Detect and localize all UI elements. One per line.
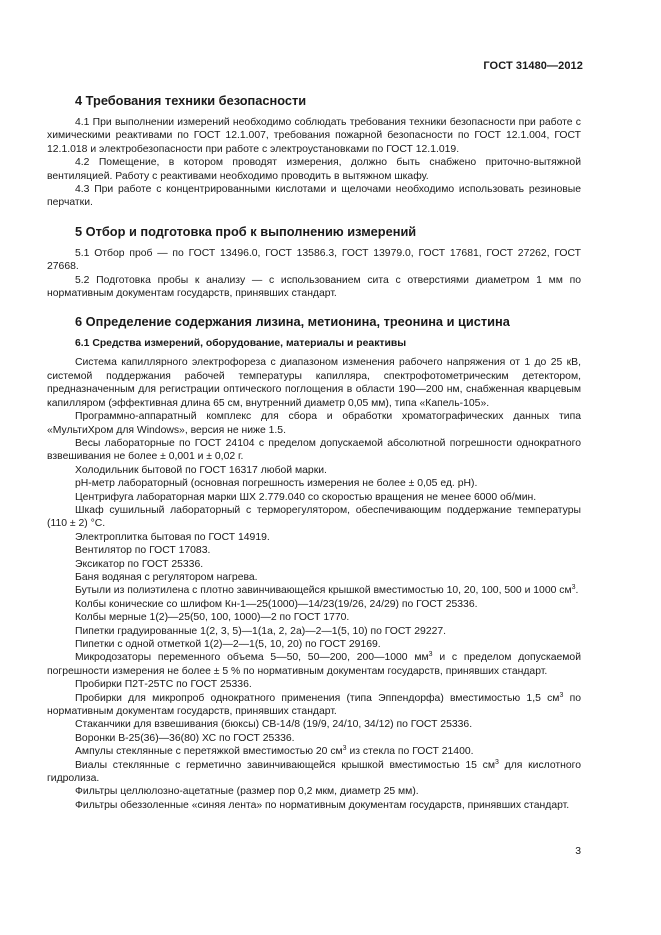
paragraph: 4.2 Помещение, в котором проводят измерения, должно быть снабжено приточно-вытяжной вентиляцией. Работу с реактивами необходимо проводить в вытяжном шкафу.: [47, 157, 581, 182]
paragraph: 5.1 Отбор проб — по ГОСТ 13496.0, ГОСТ 13586.3, ГОСТ 13979.0, ГОСТ 17681, ГОСТ 27262, ГОСТ 27668.: [47, 247, 581, 273]
paragraph: 5.2 Подготовка пробы к анализу — с использованием сита с отверстиями диаметром 1 мм по нормативным документам государств, принявших стандарт.: [47, 274, 581, 300]
subsection-title: 6.1 Средства измерений, оборудование, материалы и реактивы: [75, 338, 407, 350]
section-6: [47, 314, 581, 812]
section-title: 4 Требования техники безопасности: [75, 93, 307, 108]
superscript: 3: [559, 691, 564, 699]
list-item: рН-метр лабораторный (основная погрешность измерения не более ± 0,05 ед. рН).: [75, 478, 478, 490]
paragraph: 4.3 При работе с концентрированными кислотами и щелочами необходимо использовать резиновые перчатки.: [47, 184, 581, 209]
list-item: Система капиллярного электрофореза с диапазоном изменения рабочего напряжения от 1 до 25 кВ, системой поддержания рабочей температуры капилляра, спектрофотометрическим детектором, предназначенным для регистрации оптического поглощения в области 190—200 нм, снабженная кварцевым капилляром (эффективная длина 65 см, внутренний диаметр 0,05 мм), типа «Капель-105».: [47, 357, 581, 409]
list-item: Фильтры обеззоленные «синяя лента» по нормативным документам государств, принявших стандарт.: [75, 799, 570, 811]
list-item: Фильтры целлюлозно-ацетатные (размер пор 0,2 мкм, диаметр 25 мм).: [75, 786, 419, 798]
list-item: Пипетки градуированные 1(2, 3, 5)—1(1а, 2, 2а)—2—1(5, 10) по ГОСТ 29227.: [75, 625, 447, 637]
section-title: 6 Определение содержания лизина, метионина, треонина и цистина: [75, 314, 510, 330]
list-item: Пробирки П2Т-25ТС по ГОСТ 25336.: [75, 679, 252, 691]
list-item: Колбы мерные 1(2)—25(50, 100, 1000)—2 по ГОСТ 1770.: [75, 612, 350, 624]
section-title: 5 Отбор и подготовка проб к выполнению измерений: [75, 223, 417, 239]
list-item: Весы лабораторные по ГОСТ 24104 с пределом допускаемой абсолютной погрешности однократного взвешивания не более ± 0,001 и ± 0,02 г.: [47, 437, 581, 463]
superscript: 3: [342, 745, 347, 753]
paragraph: 4.1 При выполнении измерений необходимо соблюдать требования техники безопасности при работе с химическими реактивами по ГОСТ 12.1.007, требования пожарной безопасности по ГОСТ 12.1.004, ГОСТ 12.1.018 и электробезопасности при работе с электроустановками по ГОСТ 12.1.019.: [47, 117, 581, 155]
list-item: Эксикатор по ГОСТ 25336.: [75, 558, 204, 570]
list-item: Холодильник бытовой по ГОСТ 16317 любой марки.: [75, 464, 327, 476]
superscript: 3: [571, 584, 576, 592]
list-item: Пипетки с одной отметкой 1(2)—2—1(5, 10, 20) по ГОСТ 29169.: [75, 639, 381, 650]
list-item: Бутыли из полиэтилена с плотно завинчивающейся крышкой вместимостью 10, 20, 100, 500 и 1000 $см^3$.: [75, 584, 579, 597]
list-item: Программно-аппаратный комплекс для сбора и обработки хроматографических данных типа «МультиХром для Windows», версия не ниже 1.5.: [47, 411, 581, 436]
list-item: Вентилятор по ГОСТ 17083.: [75, 545, 211, 557]
list-item: Микродозаторы переменного объема 5—50, 50—200, 200—1000 $мм^3$ и с пределом допускаемой погрешности измерения не более ± 5 % по нормативным документам государств, принявших стандарт.: [47, 651, 582, 677]
list-item: Ампулы стеклянные с перетяжкой вместимостью 20 $см^3$ из стекла по ГОСТ 21400.: [75, 745, 474, 758]
list-item: Электроплитка бытовая по ГОСТ 14919.: [75, 531, 270, 543]
list-item: Шкаф сушильный лабораторный с терморегулятором, обеспечивающим поддержание температуры (110 ± 2) °С.: [47, 504, 581, 530]
document-body: [47, 93, 581, 822]
list-item: Колбы конические со шлифом Кн-1—25(1000)—14/23(19/26, 24/29) по ГОСТ 25336.: [75, 598, 478, 610]
list-item: Воронки В-25(36)—36(80) ХС по ГОСТ 25336.: [75, 732, 295, 744]
page-number: 3: [575, 846, 581, 857]
superscript: 3: [428, 651, 433, 659]
section-5: [47, 224, 581, 301]
list-item: Виалы стеклянные с герметично завинчивающейся крышкой вместимостью 15 $см^3$ для кислотного гидролиза.: [47, 758, 581, 785]
superscript: 3: [495, 758, 499, 766]
list-item: Стаканчики для взвешивания (бюксы) СВ-14/8 (19/9, 24/10, 34/12) по ГОСТ 25336.: [75, 719, 473, 731]
equipment-list: [47, 356, 581, 812]
list-item: Баня водяная с регулятором нагрева.: [75, 571, 258, 583]
list-item: Центрифуга лабораторная марки ШХ 2.779.040 со скоростью вращения не менее 6000 об/мин.: [75, 491, 537, 503]
doc-header-id: ГОСТ 31480—2012: [483, 60, 583, 72]
list-item: Пробирки для микропроб однократного применения (типа Эппендорфа) вместимостью 1,5 $см^3$ по нормативным документам государств, принявших стандарт.: [47, 691, 582, 718]
section-4: [47, 93, 581, 210]
